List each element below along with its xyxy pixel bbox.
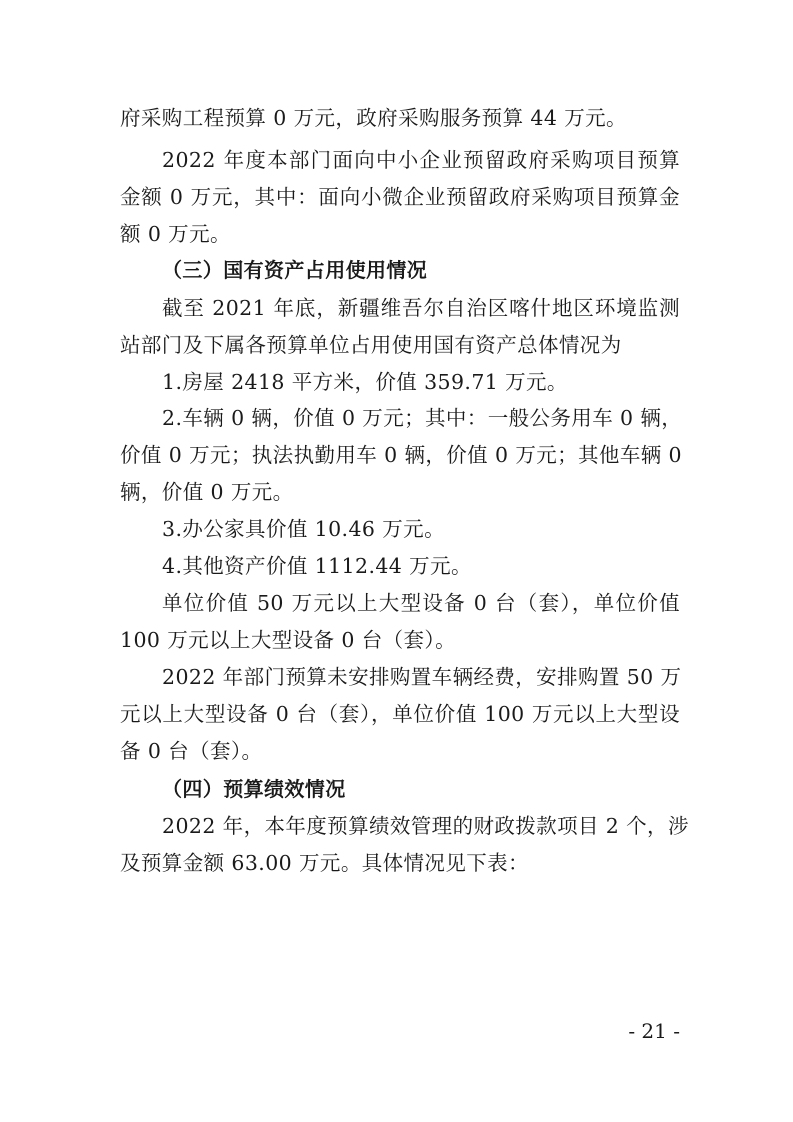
section-heading: （四）预算绩效情况	[162, 777, 346, 801]
section-heading: （三）国有资产占用使用情况	[162, 258, 428, 282]
paragraph-line: 截至 2021 年底，新疆维吾尔自治区喀什地区环境监测	[162, 296, 680, 320]
paragraph-line: 辆，价值 0 万元。	[120, 480, 294, 504]
page-number: - 21 -	[628, 1019, 680, 1043]
paragraph-line: 单位价值 50 万元以上大型设备 0 台（套），单位价值	[162, 591, 680, 615]
paragraph-line: 额 0 万元。	[120, 222, 231, 246]
paragraph-line: 及预算金额 63.00 万元。具体情况见下表：	[120, 851, 529, 875]
paragraph-line: 价值 0 万元；执法执勤用车 0 辆，价值 0 万元；其他车辆 0	[120, 443, 682, 467]
list-item: 3.办公家具价值 10.46 万元。	[162, 517, 445, 541]
list-item: 2.车辆 0 辆，价值 0 万元；其中：一般公务用车 0 辆，	[162, 406, 683, 430]
list-item: 1.房屋 2418 平方米，价值 359.71 万元。	[162, 370, 568, 394]
paragraph-line: 元以上大型设备 0 台（套），单位价值 100 万元以上大型设	[120, 702, 680, 726]
paragraph-line: 2022 年，本年度预算绩效管理的财政拨款项目 2 个，涉	[162, 814, 689, 838]
list-item: 4.其他资产价值 1112.44 万元。	[162, 554, 472, 578]
paragraph-line: 金额 0 万元，其中：面向小微企业预留政府采购项目预算金	[120, 185, 680, 209]
paragraph-line: 备 0 台（套）。	[120, 739, 263, 763]
paragraph-line: 府采购工程预算 0 万元，政府采购服务预算 44 万元。	[120, 106, 627, 130]
paragraph-line: 站部门及下属各预算单位占用使用国有资产总体情况为	[120, 333, 622, 357]
paragraph-line: 100 万元以上大型设备 0 台（套）。	[120, 628, 456, 652]
paragraph-line: 2022 年部门预算未安排购置车辆经费，安排购置 50 万	[162, 665, 682, 689]
paragraph-line: 2022 年度本部门面向中小企业预留政府采购项目预算	[162, 148, 680, 172]
